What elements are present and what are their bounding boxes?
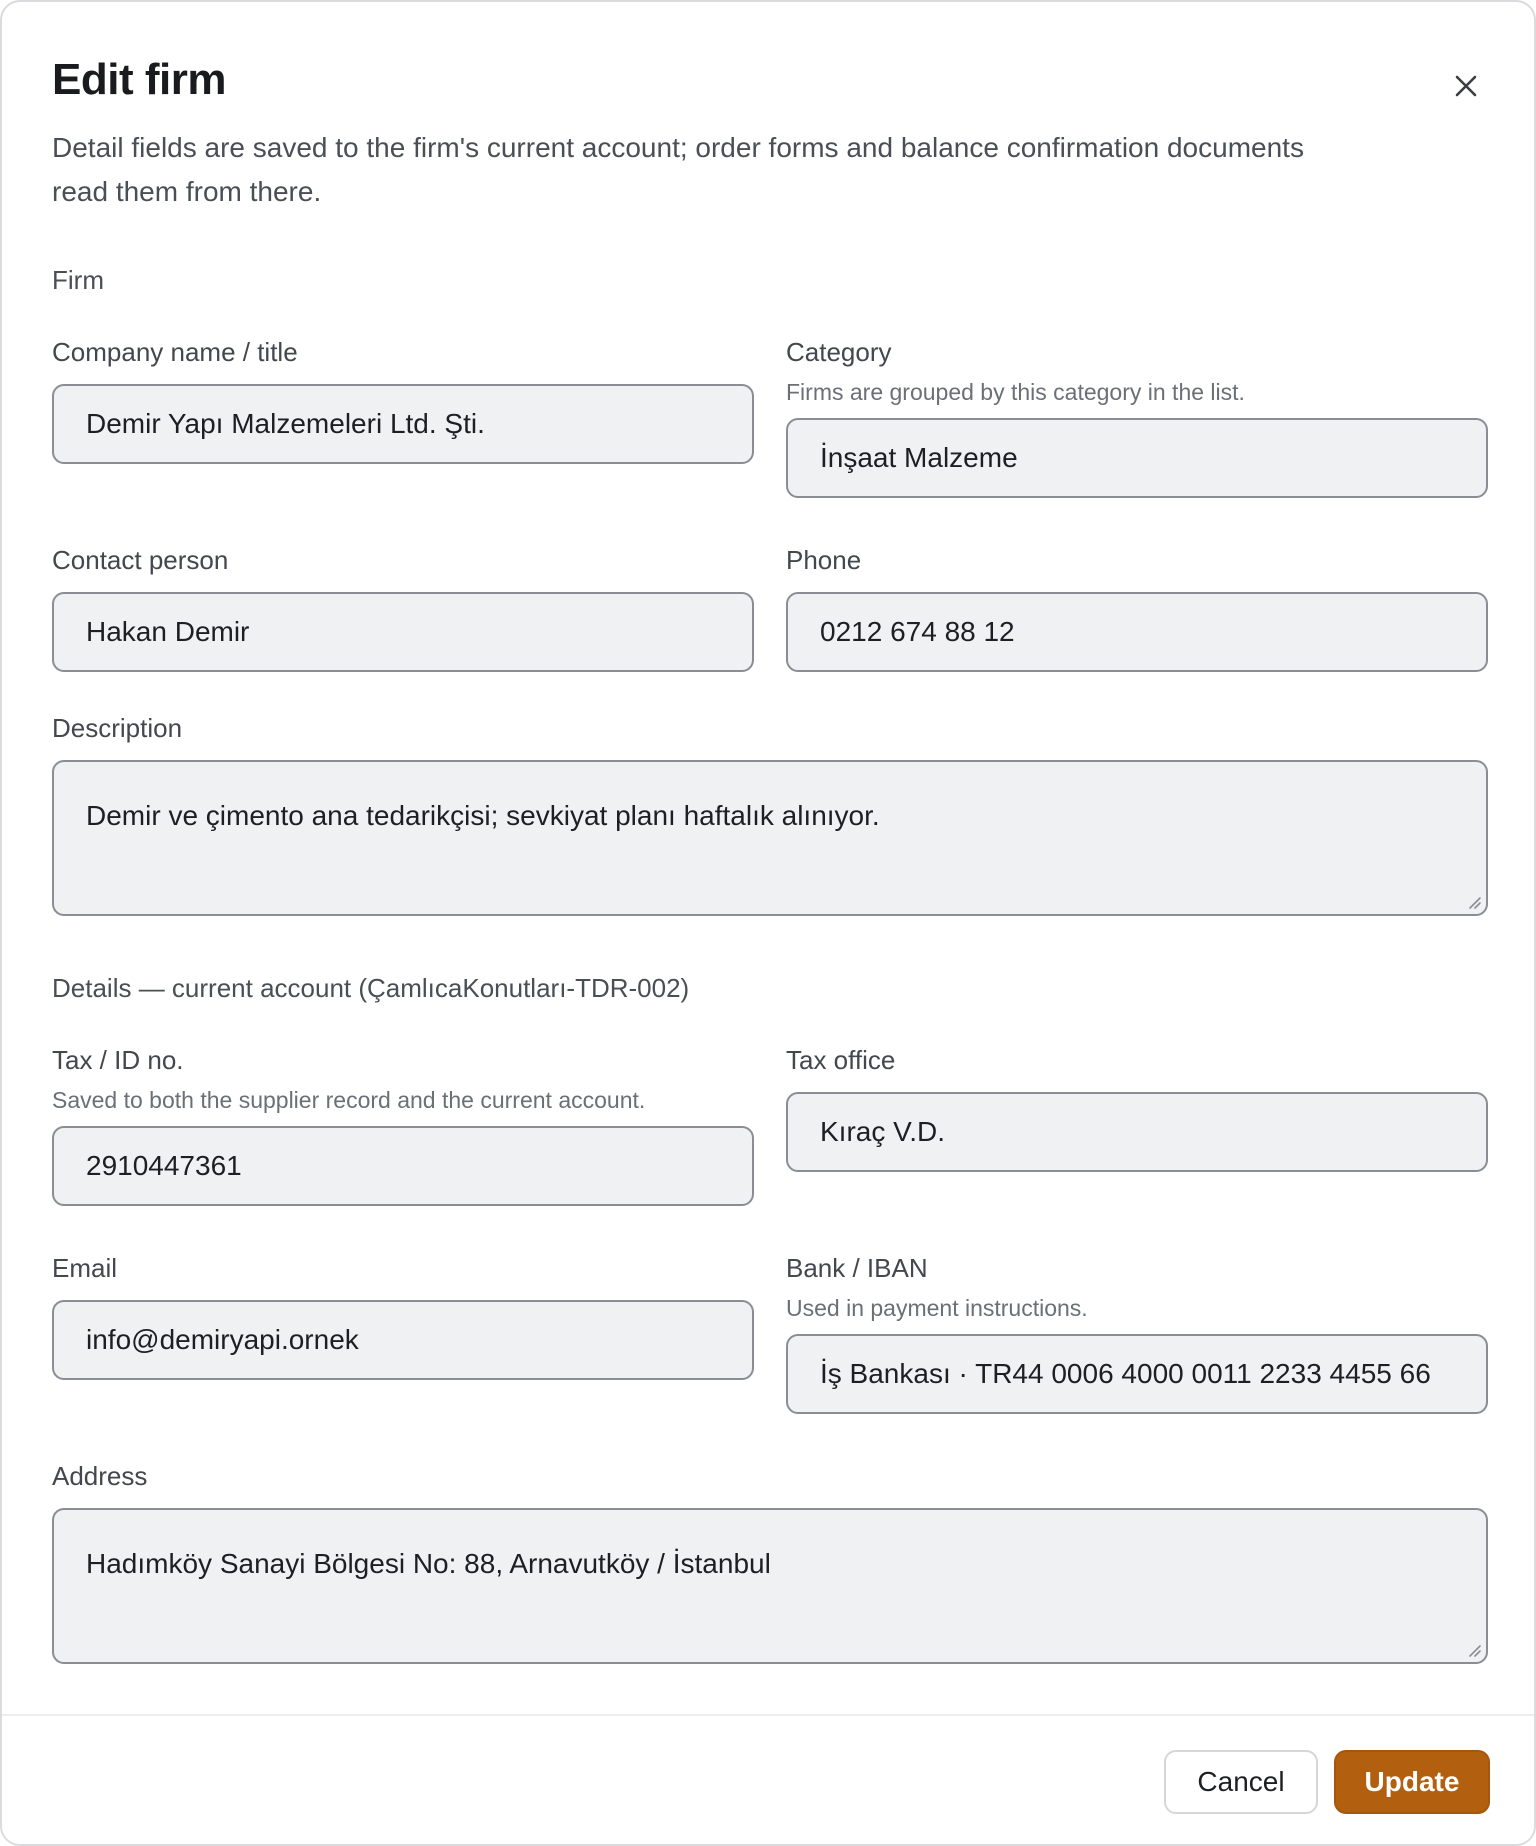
update-button[interactable]: Update bbox=[1334, 1750, 1490, 1814]
contact-person-label: Contact person bbox=[52, 545, 229, 575]
resize-handle-icon[interactable] bbox=[1466, 894, 1482, 910]
bank-iban-input[interactable] bbox=[786, 1334, 1488, 1414]
bank-iban-hint: Used in payment instructions. bbox=[786, 1295, 1088, 1321]
tax-id-hint: Saved to both the supplier record and the current account. bbox=[52, 1087, 646, 1113]
tax-office-field bbox=[786, 1042, 1488, 1172]
email-label: Email bbox=[52, 1253, 118, 1283]
dialog-header bbox=[52, 46, 1488, 214]
tax-id-field bbox=[52, 1042, 754, 1206]
address-textarea[interactable] bbox=[52, 1508, 1488, 1664]
company-name-field bbox=[52, 334, 754, 464]
category-label: Category bbox=[786, 337, 892, 367]
email-input[interactable] bbox=[52, 1300, 754, 1380]
section-label-details: Details — current account (ÇamlıcaKonutları-TDR-002) bbox=[52, 973, 690, 1003]
description-label: Description bbox=[52, 713, 183, 743]
address-label: Address bbox=[52, 1461, 148, 1491]
category-field bbox=[786, 334, 1488, 498]
address-field bbox=[52, 1458, 1488, 1664]
cancel-button[interactable]: Cancel bbox=[1164, 1750, 1318, 1814]
phone-input[interactable] bbox=[786, 592, 1488, 672]
section-label-firm: Firm bbox=[52, 265, 104, 295]
category-hint: Firms are grouped by this category in the list. bbox=[786, 379, 1245, 405]
contact-person-input[interactable] bbox=[52, 592, 754, 672]
phone-field bbox=[786, 542, 1488, 672]
company-name-label: Company name / title bbox=[52, 337, 298, 367]
tax-office-input[interactable] bbox=[786, 1092, 1488, 1172]
description-textarea-wrap bbox=[52, 760, 1488, 916]
resize-handle-icon[interactable] bbox=[1466, 1642, 1482, 1658]
bank-iban-field bbox=[786, 1250, 1488, 1414]
dialog-footer bbox=[2, 1714, 1536, 1846]
bank-iban-label: Bank / IBAN bbox=[786, 1253, 928, 1283]
tax-office-label: Tax office bbox=[786, 1045, 896, 1075]
close-icon bbox=[1454, 74, 1478, 98]
description-field bbox=[52, 710, 1488, 916]
dialog-title: Edit firm bbox=[52, 55, 226, 104]
category-input[interactable] bbox=[786, 418, 1488, 498]
dialog-description: Detail fields are saved to the firm's current account; order forms and balance confirmation documents read them from there. bbox=[52, 132, 1304, 207]
tax-id-input[interactable] bbox=[52, 1126, 754, 1206]
phone-label: Phone bbox=[786, 545, 862, 575]
close-button[interactable] bbox=[1438, 58, 1494, 114]
description-textarea[interactable] bbox=[52, 760, 1488, 916]
company-name-input[interactable] bbox=[52, 384, 754, 464]
contact-person-field bbox=[52, 542, 754, 672]
tax-id-label: Tax / ID no. bbox=[52, 1045, 184, 1075]
address-textarea-wrap bbox=[52, 1508, 1488, 1664]
email-field bbox=[52, 1250, 754, 1380]
